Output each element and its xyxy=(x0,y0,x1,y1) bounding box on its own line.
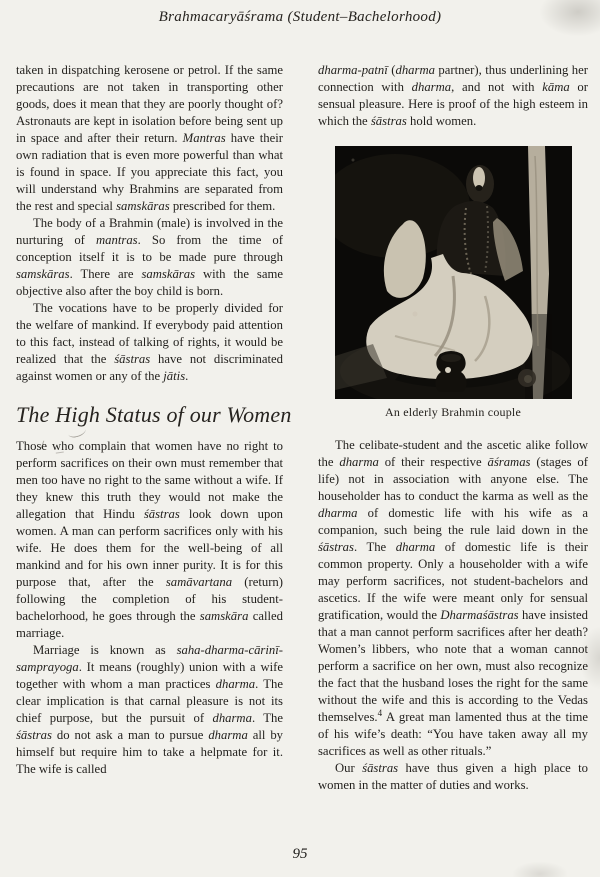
italic-term: dharma xyxy=(411,80,452,94)
italic-term: Dharmaśāstras xyxy=(440,608,519,622)
text-run: Marriage is known as xyxy=(33,643,177,657)
italic-term: śāstras xyxy=(362,761,399,775)
text-run: ( xyxy=(387,63,396,77)
text-run: A great man lamented thus at the time of his wife’s death: “You have taken away all my sacrifices as well as other rituals.” xyxy=(318,710,588,758)
speck xyxy=(351,159,354,162)
text-run: (stages of life) not in association with anyone else. The householder has to conduct the karma as well as the xyxy=(318,455,588,503)
paragraph xyxy=(318,760,588,794)
glint xyxy=(412,312,417,317)
italic-term: śāstras xyxy=(16,728,52,742)
italic-term: kāma xyxy=(542,80,570,94)
italic-term: dharma-patnī xyxy=(318,63,388,77)
text-run: prescribed for them. xyxy=(169,199,276,213)
section-heading: The High Status of our Women xyxy=(16,402,292,427)
italic-term: āśramas xyxy=(487,455,531,469)
page-number: 95 xyxy=(292,846,308,862)
text-run: have thus given a high place to women in the matter of duties and works. xyxy=(318,761,589,792)
running-header: Brahmacaryāśrama (Student–Bachelorhood) xyxy=(158,9,442,25)
footnote-marker: 4 xyxy=(377,707,383,718)
text-run: taken in dispatching kerosene or petrol. If the same precautions are not taken in transporting other goods, does it mean that they are poorly thought of? Astronauts are kept in isolation before being sent up in space and after their return. xyxy=(16,63,283,145)
text-run: with the same objective also after the boy child is born. xyxy=(16,267,283,298)
text-run: of domestic life is their common property. Only a householder with a wife may perform sacrifices, not student-bachelors and ascetics. If the wife were meant only for sensual gratification, would the xyxy=(318,540,588,622)
text-run: (return) following the completion of his student-bachelorhood, he goes through the xyxy=(16,575,283,623)
italic-term: dharma xyxy=(395,540,436,554)
vessel-rim xyxy=(441,354,461,362)
italic-term: dharma xyxy=(215,677,256,691)
left-column-bottom-paragraphs xyxy=(16,438,283,778)
text-run: The body of a Brahmin (male) is involved in the nurturing of xyxy=(16,216,283,247)
text-run: , and not with xyxy=(451,80,543,94)
paragraph xyxy=(318,62,588,130)
paragraph xyxy=(16,62,283,215)
text-run: all by himself but require him to take a helpmate for it. The wife is called xyxy=(16,728,284,776)
text-run: partner), thus underlining her connection with xyxy=(318,63,588,94)
text-run: . The clear implication is that carnal pleasure is not its chief purpose, but the pursuit of xyxy=(16,677,283,725)
right-column xyxy=(318,62,588,794)
right-column-bottom-paragraphs xyxy=(318,437,588,794)
text-run: of domestic life with his wife as a companion, such being the rule laid down in the xyxy=(318,506,588,537)
italic-term: saha-dharma-cārinī-samprayoga xyxy=(16,643,283,674)
italic-term: mantras xyxy=(96,233,138,247)
italic-term: samskāras xyxy=(116,199,170,213)
text-run: have not discriminated against women or any of the xyxy=(16,352,283,383)
left-column xyxy=(16,62,292,778)
italic-term: Mantras xyxy=(182,131,226,145)
italic-term: jātis xyxy=(163,369,186,383)
text-run: . There are xyxy=(69,267,142,281)
italic-term: dharma xyxy=(212,711,252,725)
text-run: have insisted that a man cannot perform sacrifices after her death? Women’s libbers, who note that a woman cannot perform a sacrifice on her own, must also recognize the fact that the husband loses the right for the same without the wife and this is according to the Vedas themselves. xyxy=(318,608,588,724)
italic-term: samskāras xyxy=(141,267,196,281)
paragraph xyxy=(16,642,283,778)
left-column-top-paragraphs xyxy=(16,62,283,385)
text-run: The vocations have to be properly divided for the welfare of mankind. If everybody paid attention to this fact, instead of talking of rights, it would be realized that the xyxy=(16,301,283,366)
paragraph xyxy=(318,437,588,760)
right-column-top-paragraphs xyxy=(318,62,588,130)
text-run: Our xyxy=(335,761,363,775)
text-run: do not ask a man to pursue xyxy=(51,728,209,742)
text-run: have their own radiation that is even more powerful than what is found in space. If you appreciate this fact, you will understand why Brahmins are separated from the rest and special xyxy=(16,131,283,213)
italic-term: dharma xyxy=(395,63,435,77)
text-run: hold women. xyxy=(406,114,477,128)
italic-term: samskāra xyxy=(199,609,249,623)
italic-term: dharma xyxy=(208,728,248,742)
italic-term: śāstras xyxy=(370,114,407,128)
text-run: . The xyxy=(251,711,283,725)
text-run: . It means (roughly) union with a wife together with whom a man practices xyxy=(16,660,283,691)
dim-object-core xyxy=(524,375,532,383)
italic-term: śāstras xyxy=(143,507,180,521)
photo-caption: An elderly Brahmin couple xyxy=(385,405,521,419)
text-run: or sensual pleasure. Here is proof of the high esteem in which the xyxy=(318,80,588,128)
face-shadow xyxy=(475,185,482,191)
italic-term: śāstras xyxy=(114,352,151,366)
text-run: called marriage. xyxy=(16,609,283,640)
paragraph xyxy=(16,300,283,385)
italic-term: śāstras xyxy=(318,540,354,554)
text-run: of their respective xyxy=(378,455,488,469)
text-run: look down upon women. A man can perform sacrifices only with his wife. He does them for the well-being of all mankind and for his own inner purity. It is for this purpose that, after the xyxy=(16,507,284,589)
text-run: . So from the time of conception itself it is to be made pure through xyxy=(16,233,283,264)
photo-figure xyxy=(335,146,572,421)
italic-term: samskāras xyxy=(16,267,70,281)
text-run: The celibate-student and the ascetic alike follow the xyxy=(318,438,588,469)
vessel-highlight xyxy=(445,367,451,373)
text-run: . The xyxy=(353,540,396,554)
paragraph xyxy=(16,215,283,300)
brahmin-couple-photo xyxy=(335,146,572,399)
text-run: Those who complain that women have no right to perform sacrifices on their own must remember that men too have no right to the same without a wife. If they knew this truth they would not make the allegation that Hindu xyxy=(16,439,283,521)
text-run: . xyxy=(185,369,189,383)
italic-term: samāvartana xyxy=(165,575,233,589)
paragraph xyxy=(16,438,283,642)
italic-term: dharma xyxy=(339,455,379,469)
italic-term: dharma xyxy=(318,506,358,520)
